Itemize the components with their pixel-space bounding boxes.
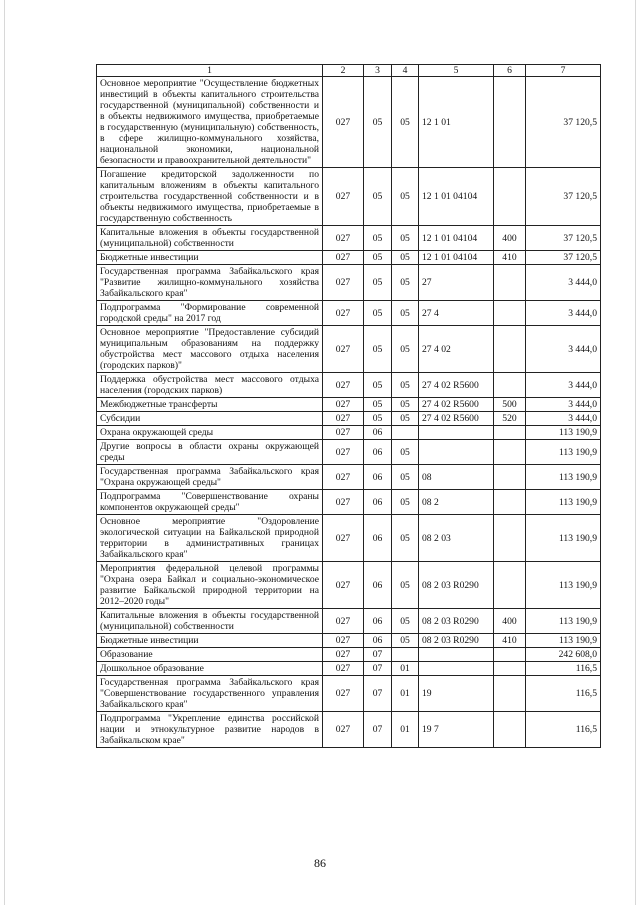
admin-code-cell: 027 — [323, 251, 364, 265]
amount-cell: 3 444,0 — [526, 301, 601, 326]
table-row — [97, 676, 601, 712]
section-code-cell: 05 — [364, 326, 392, 373]
section-code-cell: 05 — [364, 301, 392, 326]
expense-type-cell — [494, 440, 526, 465]
table-row — [97, 662, 601, 676]
subsection-code-cell: 05 — [392, 168, 419, 226]
amount-cell: 242 608,0 — [526, 648, 601, 662]
admin-code-cell: 027 — [323, 712, 364, 748]
section-code-cell: 06 — [364, 562, 392, 609]
budget-table — [96, 64, 601, 748]
target-article-cell: 19 7 — [419, 712, 494, 748]
expense-type-cell: 400 — [494, 226, 526, 251]
amount-cell: 113 190,9 — [526, 440, 601, 465]
subsection-code-cell: 01 — [392, 676, 419, 712]
amount-cell: 3 444,0 — [526, 373, 601, 398]
column-header: 1 — [97, 65, 323, 77]
target-article-cell: 08 — [419, 465, 494, 490]
admin-code-cell: 027 — [323, 168, 364, 226]
target-article-cell: 27 4 — [419, 301, 494, 326]
amount-cell: 113 190,9 — [526, 609, 601, 634]
amount-cell: 113 190,9 — [526, 465, 601, 490]
target-article-cell: 19 — [419, 676, 494, 712]
admin-code-cell: 027 — [323, 562, 364, 609]
row-name-cell: Погашение кредиторской задолженности по капитальным вложениям в объекты капитального строительства государственной собственности и в объекты недвижимого имущества, приобретаемые в государственную собственность — [97, 168, 323, 226]
amount-cell: 116,5 — [526, 712, 601, 748]
page-number: 86 — [314, 856, 326, 870]
admin-code-cell: 027 — [323, 426, 364, 440]
section-code-cell: 06 — [364, 634, 392, 648]
amount-cell: 37 120,5 — [526, 251, 601, 265]
subsection-code-cell: 05 — [392, 440, 419, 465]
table-row — [97, 398, 601, 412]
subsection-code-cell: 05 — [392, 265, 419, 301]
row-name-cell: Бюджетные инвестиции — [97, 634, 323, 648]
amount-cell: 37 120,5 — [526, 168, 601, 226]
section-code-cell: 05 — [364, 265, 392, 301]
row-name-cell: Межбюджетные трансферты — [97, 398, 323, 412]
expense-type-cell — [494, 562, 526, 609]
subsection-code-cell: 05 — [392, 226, 419, 251]
target-article-cell — [419, 440, 494, 465]
target-article-cell — [419, 426, 494, 440]
row-name-cell: Государственная программа Забайкальского края "Охрана окружающей среды" — [97, 465, 323, 490]
row-name-cell: Капитальные вложения в объекты государственной (муниципальной) собственности — [97, 609, 323, 634]
table-row — [97, 326, 601, 373]
expense-type-cell — [494, 168, 526, 226]
table-row — [97, 301, 601, 326]
target-article-cell: 27 4 02 — [419, 326, 494, 373]
row-name-cell: Подпрограмма "Укрепление единства российской нации и этнокультурное развитие народов в Забайкальском крае" — [97, 712, 323, 748]
amount-cell: 113 190,9 — [526, 490, 601, 515]
subsection-code-cell: 05 — [392, 412, 419, 426]
section-code-cell: 07 — [364, 712, 392, 748]
admin-code-cell: 027 — [323, 440, 364, 465]
amount-cell: 116,5 — [526, 676, 601, 712]
section-code-cell: 06 — [364, 465, 392, 490]
row-name-cell: Мероприятия федеральной целевой программы "Охрана озера Байкал и социально-экономическое развитие Байкальской природной территории на 2012–2020 годы" — [97, 562, 323, 609]
section-code-cell: 05 — [364, 251, 392, 265]
table-row — [97, 412, 601, 426]
section-code-cell: 06 — [364, 490, 392, 515]
target-article-cell: 08 2 03 R0290 — [419, 562, 494, 609]
expense-type-cell — [494, 326, 526, 373]
admin-code-cell: 027 — [323, 648, 364, 662]
admin-code-cell: 027 — [323, 634, 364, 648]
target-article-cell: 27 4 02 R5600 — [419, 373, 494, 398]
subsection-code-cell: 05 — [392, 515, 419, 562]
admin-code-cell: 027 — [323, 676, 364, 712]
subsection-code-cell: 05 — [392, 251, 419, 265]
admin-code-cell: 027 — [323, 373, 364, 398]
page-edge-right — [635, 0, 636, 905]
column-header: 6 — [494, 65, 526, 77]
subsection-code-cell: 05 — [392, 373, 419, 398]
target-article-cell: 12 1 01 04104 — [419, 168, 494, 226]
amount-cell: 113 190,9 — [526, 426, 601, 440]
admin-code-cell: 027 — [323, 326, 364, 373]
row-name-cell: Основное мероприятие "Осуществление бюджетных инвестиций в объекты капитального строительства государственной (муниципальной) собственности и в объекты недвижимого имущества, приобретаемые в государственную (муниципальную) собственность, в сфере жилищно-коммунального хозяйства, национальной экономики, национальной безопасности и правоохранительной деятельности" — [97, 77, 323, 168]
row-name-cell: Государственная программа Забайкальского края "Развитие жилищно-коммунального хозяйства Забайкальского края" — [97, 265, 323, 301]
table-row — [97, 265, 601, 301]
expense-type-cell: 500 — [494, 398, 526, 412]
page-edge-left — [4, 0, 5, 905]
column-header: 5 — [419, 65, 494, 77]
section-code-cell: 05 — [364, 226, 392, 251]
target-article-cell: 12 1 01 04104 — [419, 226, 494, 251]
expense-type-cell: 520 — [494, 412, 526, 426]
amount-cell: 113 190,9 — [526, 562, 601, 609]
column-header: 2 — [323, 65, 364, 77]
expense-type-cell — [494, 77, 526, 168]
section-code-cell: 05 — [364, 168, 392, 226]
column-header: 7 — [526, 65, 601, 77]
section-code-cell: 07 — [364, 662, 392, 676]
section-code-cell: 07 — [364, 648, 392, 662]
section-code-cell: 05 — [364, 398, 392, 412]
table-row — [97, 251, 601, 265]
target-article-cell: 12 1 01 — [419, 77, 494, 168]
target-article-cell: 27 4 02 R5600 — [419, 398, 494, 412]
section-code-cell: 06 — [364, 426, 392, 440]
amount-cell: 116,5 — [526, 662, 601, 676]
row-name-cell: Подпрограмма "Формирование современной городской среды" на 2017 год — [97, 301, 323, 326]
section-code-cell: 06 — [364, 440, 392, 465]
expense-type-cell — [494, 426, 526, 440]
table-row — [97, 426, 601, 440]
header-row — [97, 65, 601, 77]
amount-cell: 113 190,9 — [526, 515, 601, 562]
subsection-code-cell: 05 — [392, 301, 419, 326]
column-header: 3 — [364, 65, 392, 77]
row-name-cell: Поддержка обустройства мест массового отдыха населения (городских парков) — [97, 373, 323, 398]
expense-type-cell — [494, 515, 526, 562]
admin-code-cell: 027 — [323, 265, 364, 301]
section-code-cell: 05 — [364, 77, 392, 168]
table-row — [97, 490, 601, 515]
admin-code-cell: 027 — [323, 77, 364, 168]
admin-code-cell: 027 — [323, 226, 364, 251]
row-name-cell: Подпрограмма "Совершенствование охраны компонентов окружающей среды" — [97, 490, 323, 515]
subsection-code-cell: 01 — [392, 662, 419, 676]
section-code-cell: 06 — [364, 515, 392, 562]
table-row — [97, 562, 601, 609]
section-code-cell: 06 — [364, 609, 392, 634]
target-article-cell: 08 2 03 R0290 — [419, 634, 494, 648]
row-name-cell: Бюджетные инвестиции — [97, 251, 323, 265]
admin-code-cell: 027 — [323, 515, 364, 562]
row-name-cell: Другие вопросы в области охраны окружающей среды — [97, 440, 323, 465]
subsection-code-cell: 05 — [392, 634, 419, 648]
target-article-cell: 08 2 — [419, 490, 494, 515]
section-code-cell: 05 — [364, 412, 392, 426]
table-row — [97, 168, 601, 226]
amount-cell: 113 190,9 — [526, 634, 601, 648]
amount-cell: 37 120,5 — [526, 77, 601, 168]
table-row — [97, 373, 601, 398]
target-article-cell: 08 2 03 — [419, 515, 494, 562]
admin-code-cell: 027 — [323, 412, 364, 426]
admin-code-cell: 027 — [323, 465, 364, 490]
table-row — [97, 465, 601, 490]
expense-type-cell — [494, 265, 526, 301]
amount-cell: 3 444,0 — [526, 398, 601, 412]
expense-type-cell — [494, 676, 526, 712]
subsection-code-cell — [392, 426, 419, 440]
table-row — [97, 634, 601, 648]
subsection-code-cell: 05 — [392, 326, 419, 373]
table-row — [97, 440, 601, 465]
table-row — [97, 609, 601, 634]
expense-type-cell — [494, 648, 526, 662]
target-article-cell: 08 2 03 R0290 — [419, 609, 494, 634]
expense-type-cell — [494, 662, 526, 676]
table-row — [97, 712, 601, 748]
target-article-cell — [419, 648, 494, 662]
admin-code-cell: 027 — [323, 609, 364, 634]
amount-cell: 3 444,0 — [526, 265, 601, 301]
expense-type-cell — [494, 490, 526, 515]
subsection-code-cell: 01 — [392, 712, 419, 748]
column-header: 4 — [392, 65, 419, 77]
expense-type-cell: 400 — [494, 609, 526, 634]
table-row — [97, 226, 601, 251]
table-row — [97, 77, 601, 168]
admin-code-cell: 027 — [323, 398, 364, 412]
target-article-cell: 27 4 02 R5600 — [419, 412, 494, 426]
row-name-cell: Субсидии — [97, 412, 323, 426]
subsection-code-cell: 05 — [392, 490, 419, 515]
table-body — [97, 65, 601, 748]
row-name-cell: Образование — [97, 648, 323, 662]
subsection-code-cell: 05 — [392, 465, 419, 490]
row-name-cell: Государственная программа Забайкальского края "Совершенствование государственного управления Забайкальского края" — [97, 676, 323, 712]
row-name-cell: Дошкольное образование — [97, 662, 323, 676]
row-name-cell: Основное мероприятие "Оздоровление экологической ситуации на Байкальской природной территории в административных границах Забайкальского края" — [97, 515, 323, 562]
section-code-cell: 07 — [364, 676, 392, 712]
expense-type-cell: 410 — [494, 634, 526, 648]
subsection-code-cell — [392, 648, 419, 662]
target-article-cell: 27 — [419, 265, 494, 301]
expense-type-cell: 410 — [494, 251, 526, 265]
row-name-cell: Капитальные вложения в объекты государственной (муниципальной) собственности — [97, 226, 323, 251]
subsection-code-cell: 05 — [392, 77, 419, 168]
subsection-code-cell: 05 — [392, 562, 419, 609]
target-article-cell — [419, 662, 494, 676]
amount-cell: 3 444,0 — [526, 412, 601, 426]
admin-code-cell: 027 — [323, 490, 364, 515]
amount-cell: 3 444,0 — [526, 326, 601, 373]
row-name-cell: Основное мероприятие "Предоставление субсидий муниципальным образованиям на поддержку обустройства мест массового отдыха населения (городских парков)" — [97, 326, 323, 373]
expense-type-cell — [494, 373, 526, 398]
expense-type-cell — [494, 465, 526, 490]
amount-cell: 37 120,5 — [526, 226, 601, 251]
table-row — [97, 648, 601, 662]
subsection-code-cell: 05 — [392, 398, 419, 412]
admin-code-cell: 027 — [323, 662, 364, 676]
subsection-code-cell: 05 — [392, 609, 419, 634]
expense-type-cell — [494, 712, 526, 748]
expense-type-cell — [494, 301, 526, 326]
target-article-cell: 12 1 01 04104 — [419, 251, 494, 265]
row-name-cell: Охрана окружающей среды — [97, 426, 323, 440]
table-row — [97, 515, 601, 562]
section-code-cell: 05 — [364, 373, 392, 398]
admin-code-cell: 027 — [323, 301, 364, 326]
